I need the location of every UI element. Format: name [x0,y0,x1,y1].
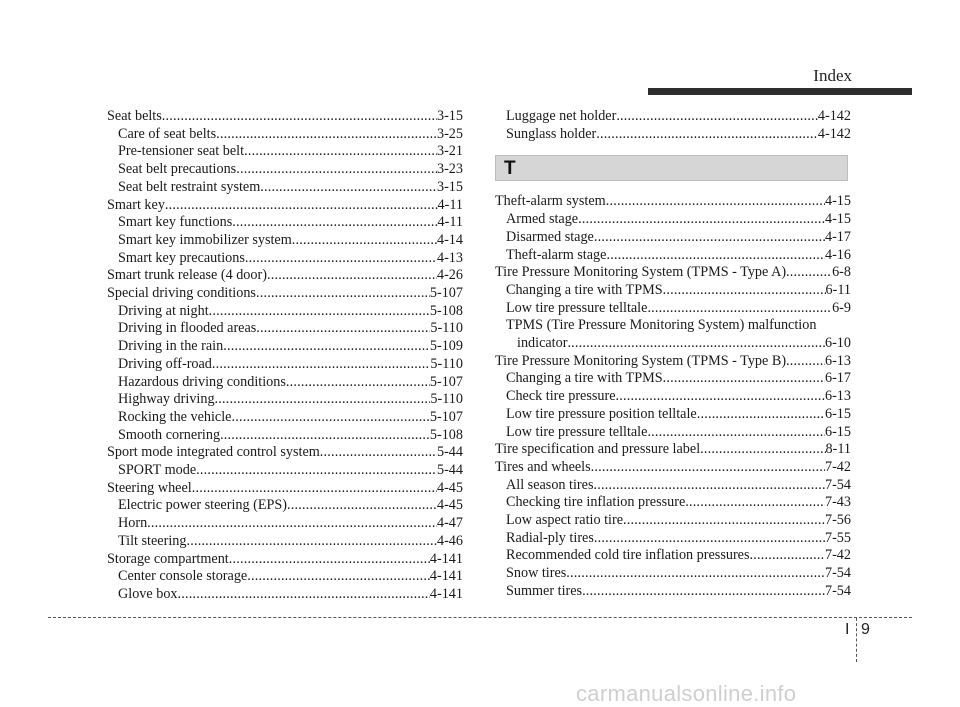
index-entry [107,108,463,126]
header-rule [648,88,912,95]
index-entry-page: 4-14 [436,231,463,248]
index-entry-text: Sport mode integrated control system [107,444,320,461]
index-entry-page: 7-54 [824,476,851,493]
index-entry-text: Smart key [107,196,165,213]
index-entry-text: Armed stage [506,211,579,228]
leader-dots [247,568,430,586]
index-entry-text: indicator [517,335,568,352]
index-entry-page: 4-26 [436,267,463,284]
index-entry-text: Smart trunk release (4 door) [107,267,267,284]
index-entry [107,126,463,144]
index-entry-text: Sunglass holder [506,125,597,142]
index-entry [107,356,463,374]
index-entry-page: 7-56 [824,512,851,529]
index-entry-page: 6-13 [824,352,851,369]
index-entry-text: Seat belt precautions [118,161,237,178]
index-entry-page: 5-110 [430,391,463,408]
index-entry [495,388,851,406]
index-entry [495,565,851,583]
index-entry-page: 6-11 [825,281,851,298]
index-entry [495,406,851,424]
index-entry-text: Rocking the vehicle [118,408,232,425]
index-entry-page: 6-13 [824,388,851,405]
index-entry [495,477,851,495]
leader-dots [616,108,818,126]
watermark: carmanualsonline.info [576,681,797,706]
section-header-t [495,155,848,181]
index-entry-text: Checking tire inflation pressure [506,494,686,511]
leader-dots [186,533,437,551]
index-entry-page: 3-21 [436,143,463,160]
index-entry-text: Glove box [118,585,178,602]
index-entry-text: Smart key functions [118,214,233,231]
index-entry-text: Hazardous driving conditions [118,373,286,390]
index-entry [107,497,463,515]
leader-dots [232,214,437,232]
index-entry-text: Changing a tire with TPMS [506,370,663,387]
section-letter: T [504,157,516,179]
index-entry-page: 6-10 [824,335,851,352]
index-entry-text: Driving off-road [118,355,212,372]
index-entry [107,338,463,356]
index-entry-text: Driving in the rain [118,338,224,355]
index-entry-text: Highway driving [118,391,215,408]
index-entry [495,494,851,512]
index-entry-page: 5-107 [429,408,463,425]
index-entry-page: 5-108 [429,426,463,443]
index-entry [107,197,463,215]
leader-dots [220,427,430,445]
leader-dots [215,391,431,409]
index-entry-text: Radial-ply tires [506,529,594,546]
index-entry-text: Low tire pressure telltale [506,299,648,316]
index-entry-page: 6-15 [824,423,851,440]
index-entry-text: Seat belt restraint system [118,178,261,195]
page-num: 9 [861,621,870,638]
index-entry-text: Care of seat belts [118,125,217,142]
index-entry-text: Seat belts [107,108,162,124]
index-entry-text: Driving at night [118,302,209,319]
index-entry-page: 6-8 [832,264,851,281]
index-entry-text: Theft-alarm stage [506,246,607,263]
index-entry-page: 4-15 [824,211,851,228]
index-entry [495,264,851,282]
index-entry [495,512,851,530]
leader-dots [697,406,825,424]
leader-dots [582,583,825,601]
index-entry [495,335,851,353]
index-entry-page: 4-45 [436,497,463,514]
index-entry-text: Tire Pressure Monitoring System (TPMS - Type A) [495,264,787,281]
index-entry [107,462,463,480]
leader-dots [212,356,431,374]
index-entry-text: Storage compartment [107,550,229,567]
index-entry [107,568,463,586]
index-entry-page: 4-142 [817,125,851,142]
index-entry-text: Special driving conditions [107,285,256,302]
leader-dots [292,232,437,250]
leader-dots [320,444,437,462]
index-entry [107,533,463,551]
index-entry [107,143,463,161]
leader-dots [594,530,825,548]
index-entry [107,303,463,321]
index-entry-text: Driving in flooded areas [118,320,257,337]
index-entry-page: 5-107 [429,373,463,390]
index-entry [107,374,463,392]
index-entry-text: Luggage net holder [506,108,617,124]
leader-dots [196,462,437,480]
index-entry [107,232,463,250]
index-entry-page: 6-17 [824,370,851,387]
index-entry-page: 7-54 [824,565,851,582]
index-entry [495,126,851,144]
index-entry-page: 5-110 [430,355,463,372]
leader-dots [663,370,825,388]
index-entry-page: 6-9 [832,299,851,316]
index-entry-text: Low tire pressure position telltale [506,405,697,422]
page-header-title: Index [813,66,852,85]
index-entry [107,586,463,604]
index-entry-page: 7-55 [824,529,851,546]
index-entry-page: 7-54 [824,582,851,599]
leader-dots [616,388,825,406]
leader-dots [147,515,437,533]
index-entry-text: Smooth cornering [118,426,221,443]
index-entry-page: 4-11 [437,196,463,213]
leader-dots [606,193,825,211]
leader-dots [578,211,825,229]
index-entry [495,282,851,300]
index-entry-page: 7-43 [824,494,851,511]
index-entry-page: 4-141 [429,568,463,585]
index-entry-text: Snow tires [506,565,567,582]
leader-dots [192,480,437,498]
index-entry-page: 8-11 [825,441,851,458]
index-entry-text: Center console storage [118,568,248,585]
index-entry-text: Tires and wheels [495,458,591,475]
leader-dots [786,264,832,282]
index-entry-page: 4-142 [817,108,851,124]
index-entry-page: 4-15 [824,193,851,210]
index-entry-text: Pre-tensioner seat belt [118,143,245,160]
index-entry [495,583,851,601]
index-entry-page: 4-17 [824,228,851,245]
index-entry-text: Tilt steering [118,532,187,549]
leader-dots [216,126,437,144]
leader-dots [623,512,825,530]
index-entry [495,300,851,318]
index-entry-page: 5-110 [430,320,463,337]
index-entry-page: 5-44 [436,444,463,461]
leader-dots [229,551,430,569]
leader-dots [256,285,430,303]
leader-dots [591,459,825,477]
leader-dots [287,497,437,515]
leader-dots [178,586,430,604]
index-entry-text: Recommended cold tire inflation pressures [506,547,750,564]
index-entry [495,459,851,477]
index-entry-page: 3-25 [436,125,463,142]
index-entry [107,444,463,462]
index-entry [495,229,851,247]
index-entry-text: Smart key immobilizer system [118,231,292,248]
index-right-main-list [495,193,851,600]
index-entry [495,530,851,548]
index-entry-page: 7-42 [824,458,851,475]
index-entry [107,285,463,303]
index-entry-page: 3-15 [436,178,463,195]
index-entry [107,179,463,197]
index-entry [107,214,463,232]
index-entry-page: 4-45 [436,479,463,496]
index-entry-page: 4-47 [436,515,463,532]
index-entry-text: Changing a tire with TPMS [506,281,663,298]
index-entry [107,551,463,569]
index-entry-page: 4-11 [437,214,463,231]
index-entry-text: All season tires [506,476,594,493]
index-entry-text: Steering wheel [107,479,192,496]
leader-dots [231,409,429,427]
index-entry-text: Disarmed stage [506,228,594,245]
index-entry-page: 5-109 [429,338,463,355]
index-entry-page: 3-15 [436,108,463,124]
leader-dots [596,126,818,144]
index-entry-text: Tire Pressure Monitoring System (TPMS - Type B) [495,352,787,369]
leader-dots [593,477,825,495]
index-entry [495,193,851,211]
index-entry-text: SPORT mode [118,462,197,479]
leader-dots [245,250,437,268]
leader-dots [244,143,437,161]
leader-dots [267,267,437,285]
leader-dots [566,565,825,583]
index-entry-page: 4-141 [429,585,463,602]
index-entry-text: Horn [118,515,148,532]
leader-dots [223,338,430,356]
footer-rule [48,617,912,618]
index-entry [107,391,463,409]
index-entry-text: Low tire pressure telltale [506,423,648,440]
leader-dots [685,494,825,512]
leader-dots [700,441,825,459]
index-entry [495,247,851,265]
leader-dots [209,303,430,321]
index-entry-text: Theft-alarm system [495,193,606,210]
page-section: I [845,621,850,638]
leader-dots [749,547,825,565]
index-entry [107,409,463,427]
index-entry-page: 5-107 [429,285,463,302]
index-entry-text: Tire specification and pressure label [495,441,701,458]
index-entry [495,108,851,126]
leader-dots [256,320,430,338]
index-entry-page: 4-46 [436,532,463,549]
leader-dots [606,247,825,265]
index-entry [107,427,463,445]
index-entry [495,370,851,388]
index-entry-page: 4-16 [824,246,851,263]
index-entry-page: 4-141 [429,550,463,567]
leader-dots [786,353,825,371]
leader-dots [663,282,826,300]
index-left-column [107,108,463,604]
index-entry [107,267,463,285]
index-right-top-list [495,108,851,143]
leader-dots [236,161,437,179]
index-entry-page: 6-15 [824,405,851,422]
index-entry [107,161,463,179]
index-entry [495,211,851,229]
index-entry-text: Low aspect ratio tire [506,512,623,529]
index-entry-text: Summer tires [506,582,583,599]
leader-dots [165,197,438,215]
leader-dots [162,108,437,126]
leader-dots [286,374,430,392]
leader-dots [567,335,825,353]
leader-dots [647,300,832,318]
index-entry-text: Electric power steering (EPS) [118,497,288,514]
index-entry [107,250,463,268]
index-entry [495,353,851,371]
index-entry [107,480,463,498]
index-entry-page: 5-108 [429,302,463,319]
index-entry-page: 7-42 [824,547,851,564]
index-entry [495,317,851,335]
footer-divider [856,618,857,662]
index-right-column [495,108,851,601]
leader-dots [260,179,437,197]
index-entry-text: TPMS (Tire Pressure Monitoring System) malfunction [506,317,817,334]
index-entry [107,515,463,533]
index-entry-text: Smart key precautions [118,249,245,266]
index-entry [495,441,851,459]
index-entry [107,320,463,338]
index-entry [495,547,851,565]
index-entry-page: 5-44 [436,462,463,479]
index-entry-page: 3-23 [436,161,463,178]
index-entry [495,424,851,442]
index-entry-page: 4-13 [436,249,463,266]
leader-dots [594,229,825,247]
index-entry-text: Check tire pressure [506,388,616,405]
leader-dots [647,424,825,442]
